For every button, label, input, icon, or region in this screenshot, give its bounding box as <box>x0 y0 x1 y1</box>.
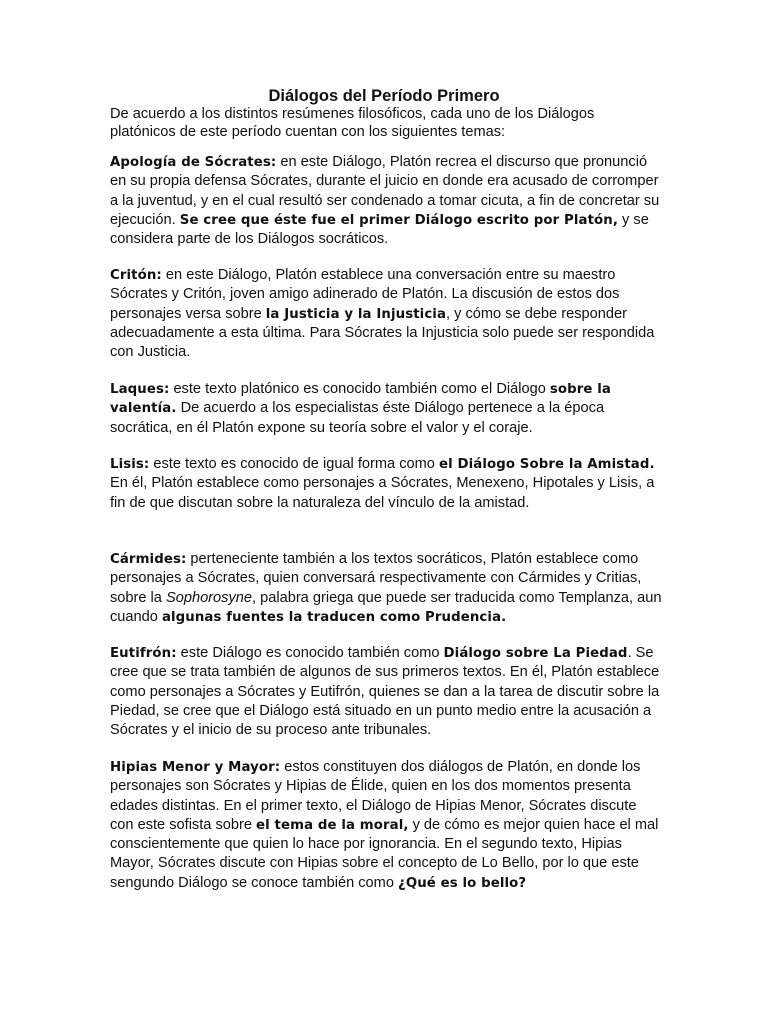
section-text: y de cómo es mejor quien hace el mal conscientemente que quien lo hace por ignorancia. En el segundo texto, Hipias Mayor, Sócrates discute con Hipias sobre el concepto de Lo Bello, por lo que este sengundo Diálogo se conoce también como <box>110 816 659 891</box>
emphasis-text: ¿Qué es lo bello? <box>398 875 527 891</box>
section-text: este texto platónico es conocido también como el Diálogo <box>169 381 550 397</box>
section-text: este Diálogo es conocido también como <box>176 645 444 661</box>
section-text: , palabra griega que puede ser traducida como Templanza, aun cuando <box>110 589 662 625</box>
section-eutifron <box>110 644 662 740</box>
section-heading: Eutifrón: <box>110 646 177 661</box>
emphasis-text: sobre la valentía. <box>110 382 611 417</box>
emphasis-text: el Diálogo Sobre la Amistad. <box>438 457 655 472</box>
section-apologia <box>110 153 662 249</box>
section-text: en este Diálogo, Platón establece una conversación entre su maestro Sócrates y Critón, joven amigo adinerado de Platón. La discusión de estos dos personajes versa sobre <box>110 267 620 322</box>
section-heading: Hipias Menor y Mayor: <box>110 760 281 775</box>
section-text: y se considera parte de los Diálogos socráticos. <box>110 211 649 248</box>
section-laques <box>110 380 662 438</box>
section-heading: Laques: <box>110 382 170 397</box>
page-title: Diálogos del Período Primero <box>268 87 500 105</box>
intro-paragraph: De acuerdo a los distintos resúmenes filosóficos, cada uno de los Diálogos platónicos de este período cuentan con los siguientes temas: <box>110 106 595 140</box>
section-heading: Cármides: <box>110 552 187 567</box>
section-heading: Critón: <box>110 268 162 283</box>
emphasis-text: algunas fuentes la traducen como Prudencia. <box>161 609 507 625</box>
section-text: En él, Platón establece como personajes a Sócrates, Menexeno, Hipotales y Lisis, a fin de que discutan sobre la naturaleza del vínculo de la amistad. <box>110 475 655 511</box>
section-text: . Se cree que se trata también de algunos de sus primeros textos. En él, Platón establece como personajes a Sócrates y Eutifrón, quienes se dan a la tarea de discutir sobre la Piedad, se cree que el Diálogo está situado en un punto medio entre la acusación a Sócrates y el inicio de su proceso ante tribunales. <box>110 645 660 739</box>
section-hipias <box>110 758 662 893</box>
section-criton <box>110 266 662 362</box>
italic-term: Sophorosyne <box>165 589 252 606</box>
section-text: en este Diálogo, Platón recrea el discurso que pronunció en su propia defensa Sócrates, durante el juicio en donde era acusado de corromper a la juventud, y en el cual resultó ser condenado a tomar cicuta, a fin de concretar su ejecución. <box>110 154 660 228</box>
section-text: estos constituyen dos diálogos de Platón, en donde los personajes son Sócrates y Hipias de Élide, quien en los dos momentos presenta edades distintas. En el primer texto, el Diálogo de Hipias Menor, Sócrates discute con este sofista sobre <box>110 759 641 833</box>
emphasis-text: la Justicia y la Injusticia <box>265 306 447 322</box>
emphasis-text: el tema de la moral, <box>256 817 409 833</box>
section-carmides <box>110 550 662 627</box>
section-text: De acuerdo a los especialistas éste Diálogo pertenece a la época socrática, en él Platón expone su teoría sobre el valor y el coraje. <box>110 400 605 436</box>
emphasis-text: Se cree que éste fue el primer Diálogo escrito por Platón, <box>179 212 618 228</box>
section-text: perteneciente también a los textos socráticos, Platón establece como personajes a Sócrates, quien conversará respectivamente con Cármides y Critias, sobre la <box>110 551 642 606</box>
section-text: , y cómo se debe responder adecuadamente a esta última. Para Sócrates la Injusticia solo puede ser respondida con Justicia. <box>110 305 655 361</box>
section-lisis <box>110 455 662 513</box>
section-heading: Apología de Sócrates: <box>110 155 277 170</box>
section-heading: Lisis: <box>110 457 150 472</box>
emphasis-text: Diálogo sobre La Piedad <box>443 646 628 661</box>
section-text: este texto es conocido de igual forma como <box>149 456 439 472</box>
